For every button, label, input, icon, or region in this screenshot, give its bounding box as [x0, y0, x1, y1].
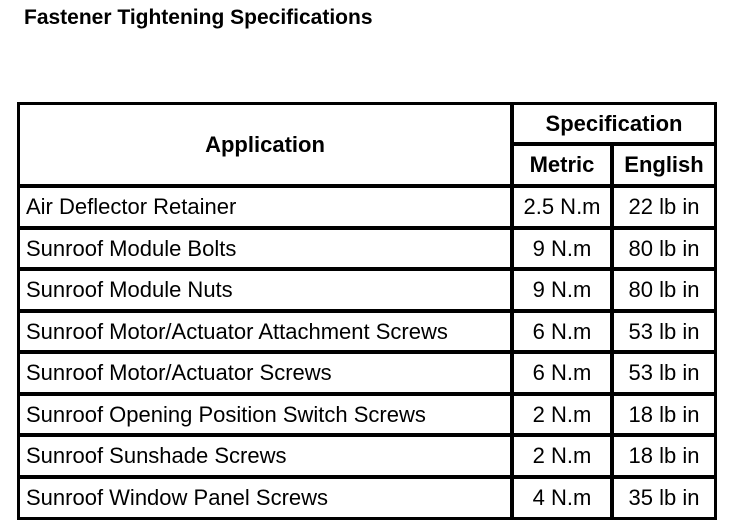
row-english: 80 lb in — [614, 230, 714, 267]
row-metric: 6 N.m — [514, 313, 610, 350]
row-english: 53 lb in — [614, 313, 714, 350]
header-english: English — [614, 146, 714, 184]
row-application: Sunroof Motor/Actuator Attachment Screws — [20, 313, 510, 350]
row-application: Sunroof Opening Position Switch Screws — [20, 396, 510, 433]
header-application: Application — [20, 105, 510, 184]
row-application: Sunroof Module Bolts — [20, 230, 510, 267]
header-metric: Metric — [514, 146, 610, 184]
row-english: 18 lb in — [614, 437, 714, 475]
row-english: 80 lb in — [614, 271, 714, 309]
row-english: 53 lb in — [614, 354, 714, 392]
row-application: Sunroof Motor/Actuator Screws — [20, 354, 510, 392]
page-title: Fastener Tightening Specifications — [24, 6, 373, 29]
row-metric: 6 N.m — [514, 354, 610, 392]
header-specification: Specification — [514, 105, 714, 142]
row-application: Sunroof Module Nuts — [20, 271, 510, 309]
row-english: 35 lb in — [614, 479, 714, 517]
spec-table — [17, 102, 717, 520]
row-metric: 9 N.m — [514, 230, 610, 267]
row-application: Sunroof Window Panel Screws — [20, 479, 510, 517]
row-english: 22 lb in — [614, 188, 714, 226]
row-metric: 2 N.m — [514, 437, 610, 475]
row-metric: 9 N.m — [514, 271, 610, 309]
row-metric: 2.5 N.m — [514, 188, 610, 226]
row-metric: 2 N.m — [514, 396, 610, 433]
row-metric: 4 N.m — [514, 479, 610, 517]
row-application: Air Deflector Retainer — [20, 188, 510, 226]
row-english: 18 lb in — [614, 396, 714, 433]
row-application: Sunroof Sunshade Screws — [20, 437, 510, 475]
